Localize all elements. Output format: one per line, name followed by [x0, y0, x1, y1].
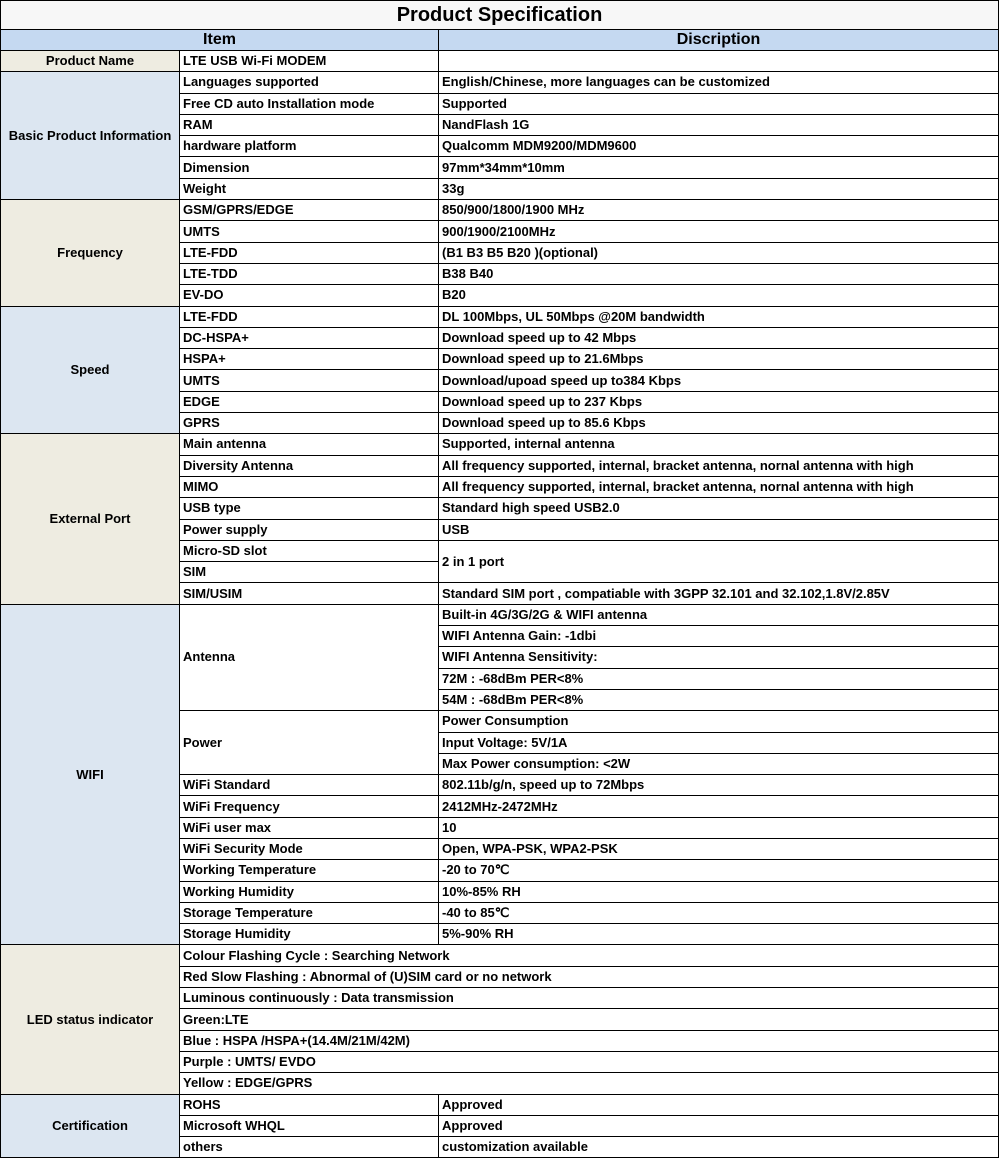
desc-cell: Max Power consumption: <2W — [439, 753, 999, 774]
item-cell: Storage Temperature — [180, 902, 439, 923]
desc-cell: Download/upoad speed up to384 Kbps — [439, 370, 999, 391]
desc-cell: Qualcomm MDM9200/MDM9600 — [439, 136, 999, 157]
item-cell: Languages supported — [180, 72, 439, 93]
item-cell: Free CD auto Installation mode — [180, 93, 439, 114]
led-row: Yellow : EDGE/GPRS — [180, 1073, 999, 1094]
item-cell: HSPA+ — [180, 349, 439, 370]
item-cell: EDGE — [180, 391, 439, 412]
desc-cell: 5%-90% RH — [439, 924, 999, 945]
item-cell: LTE USB Wi-Fi MODEM — [180, 51, 439, 72]
desc-cell: Built-in 4G/3G/2G & WIFI antenna — [439, 604, 999, 625]
desc-cell: 802.11b/g/n, speed up to 72Mbps — [439, 775, 999, 796]
item-cell: others — [180, 1137, 439, 1158]
led-row: Red Slow Flashing : Abnormal of (U)SIM card or no network — [180, 966, 999, 987]
table-row — [1, 434, 999, 455]
desc-cell: Download speed up to 85.6 Kbps — [439, 413, 999, 434]
led-row: Blue : HSPA /HSPA+(14.4M/21M/42M) — [180, 1030, 999, 1051]
table-row — [1, 200, 999, 221]
item-cell: UMTS — [180, 221, 439, 242]
item-cell: GSM/GPRS/EDGE — [180, 200, 439, 221]
item-cell: Storage Humidity — [180, 924, 439, 945]
desc-cell: Download speed up to 21.6Mbps — [439, 349, 999, 370]
desc-cell: 97mm*34mm*10mm — [439, 157, 999, 178]
desc-cell: DL 100Mbps, UL 50Mbps @20M bandwidth — [439, 306, 999, 327]
desc-cell: 2412MHz-2472MHz — [439, 796, 999, 817]
desc-cell: WIFI Antenna Gain: -1dbi — [439, 626, 999, 647]
table-row — [1, 72, 999, 93]
item-cell: SIM/USIM — [180, 583, 439, 604]
desc-cell: USB — [439, 519, 999, 540]
item-cell: Weight — [180, 178, 439, 199]
desc-cell: Download speed up to 42 Mbps — [439, 327, 999, 348]
category-wifi: WIFI — [1, 604, 180, 945]
header-description: Discription — [439, 30, 999, 51]
category-frequency: Frequency — [1, 200, 180, 306]
item-cell: USB type — [180, 498, 439, 519]
item-cell: Power supply — [180, 519, 439, 540]
item-cell: WiFi Security Mode — [180, 838, 439, 859]
item-cell: WiFi user max — [180, 817, 439, 838]
table-row — [1, 604, 999, 625]
item-cell: LTE-FDD — [180, 242, 439, 263]
desc-cell: Approved — [439, 1094, 999, 1115]
item-cell: Working Humidity — [180, 881, 439, 902]
item-cell: MIMO — [180, 476, 439, 497]
item-cell: Dimension — [180, 157, 439, 178]
desc-cell: (B1 B3 B5 B20 )(optional) — [439, 242, 999, 263]
item-cell: Main antenna — [180, 434, 439, 455]
desc-cell: 10%-85% RH — [439, 881, 999, 902]
header-row — [1, 30, 999, 51]
item-cell-merged: Antenna — [180, 604, 439, 710]
table-row — [1, 306, 999, 327]
desc-cell: Supported — [439, 93, 999, 114]
desc-cell: Standard high speed USB2.0 — [439, 498, 999, 519]
desc-cell: Supported, internal antenna — [439, 434, 999, 455]
item-cell: SIM — [180, 562, 439, 583]
item-cell: Microsoft WHQL — [180, 1115, 439, 1136]
header-item: Item — [1, 30, 439, 51]
item-cell-merged: Power — [180, 711, 439, 775]
item-cell: EV-DO — [180, 285, 439, 306]
title-row — [1, 1, 999, 30]
desc-cell: B20 — [439, 285, 999, 306]
desc-cell: 900/1900/2100MHz — [439, 221, 999, 242]
item-cell: GPRS — [180, 413, 439, 434]
category-certification: Certification — [1, 1094, 180, 1158]
item-cell: Micro-SD slot — [180, 540, 439, 561]
category-led-status: LED status indicator — [1, 945, 180, 1094]
desc-cell: customization available — [439, 1137, 999, 1158]
item-cell: LTE-TDD — [180, 263, 439, 284]
desc-cell: 33g — [439, 178, 999, 199]
desc-cell: Standard SIM port , compatiable with 3GPP 32.101 and 32.102,1.8V/2.85V — [439, 583, 999, 604]
category-product-name: Product Name — [1, 51, 180, 72]
item-cell: hardware platform — [180, 136, 439, 157]
item-cell: Diversity Antenna — [180, 455, 439, 476]
table-row — [1, 51, 999, 72]
desc-cell: Input Voltage: 5V/1A — [439, 732, 999, 753]
item-cell: WiFi Frequency — [180, 796, 439, 817]
category-speed: Speed — [1, 306, 180, 434]
led-row: Colour Flashing Cycle : Searching Network — [180, 945, 999, 966]
led-row: Green:LTE — [180, 1009, 999, 1030]
desc-cell: English/Chinese, more languages can be customized — [439, 72, 999, 93]
category-basic-info: Basic Product Information — [1, 72, 180, 200]
led-row: Luminous continuously : Data transmission — [180, 988, 999, 1009]
item-cell: LTE-FDD — [180, 306, 439, 327]
desc-cell: WIFI Antenna Sensitivity: — [439, 647, 999, 668]
desc-cell: Open, WPA-PSK, WPA2-PSK — [439, 838, 999, 859]
table-row — [1, 1094, 999, 1115]
desc-cell: All frequency supported, internal, bracket antenna, nornal antenna with high — [439, 476, 999, 497]
desc-cell: 850/900/1800/1900 MHz — [439, 200, 999, 221]
item-cell: DC-HSPA+ — [180, 327, 439, 348]
desc-cell: All frequency supported, internal, bracket antenna, nornal antenna with high — [439, 455, 999, 476]
desc-cell-merged: 2 in 1 port — [439, 540, 999, 583]
item-cell: Working Temperature — [180, 860, 439, 881]
table-title: Product Specification — [1, 1, 999, 30]
table-row — [1, 945, 999, 966]
desc-cell: -20 to 70℃ — [439, 860, 999, 881]
desc-cell: B38 B40 — [439, 263, 999, 284]
desc-cell: NandFlash 1G — [439, 114, 999, 135]
category-external-port: External Port — [1, 434, 180, 604]
item-cell: WiFi Standard — [180, 775, 439, 796]
desc-cell: Power Consumption — [439, 711, 999, 732]
item-cell: ROHS — [180, 1094, 439, 1115]
desc-cell: 10 — [439, 817, 999, 838]
desc-cell: Download speed up to 237 Kbps — [439, 391, 999, 412]
desc-cell: Approved — [439, 1115, 999, 1136]
desc-cell: 54M : -68dBm PER<8% — [439, 689, 999, 710]
desc-cell: -40 to 85℃ — [439, 902, 999, 923]
led-row: Purple : UMTS/ EVDO — [180, 1051, 999, 1072]
item-cell: UMTS — [180, 370, 439, 391]
desc-cell — [439, 51, 999, 72]
item-cell: RAM — [180, 114, 439, 135]
desc-cell: 72M : -68dBm PER<8% — [439, 668, 999, 689]
